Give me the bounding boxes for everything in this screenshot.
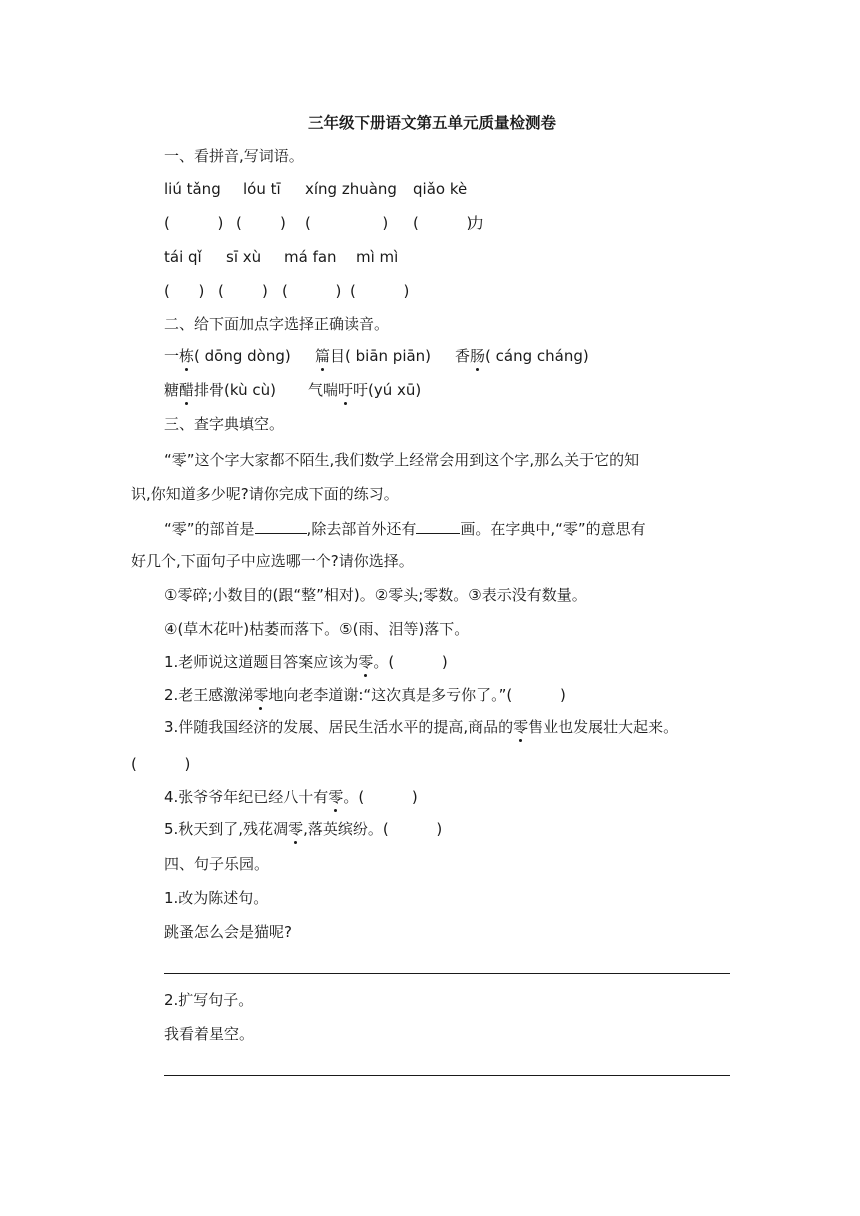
question-label: 2.扩写句子。 xyxy=(164,991,254,1009)
dotted-char: 篇 xyxy=(315,347,331,365)
section1-heading: 一、看拼音,写词语。 xyxy=(164,147,304,165)
dotted-char: 醋 xyxy=(179,381,195,399)
pinyin-2: lóu tī xyxy=(243,180,281,198)
reading-item: 香肠( cáng cháng) xyxy=(455,347,589,365)
question-item: 5.秋天到了,残花凋零,落英缤纷。( ) xyxy=(164,820,443,838)
section2-heading: 二、给下面加点字选择正确读音。 xyxy=(164,315,390,333)
answer-bracket[interactable]: ( ) xyxy=(131,755,191,773)
question-sentence: 我看着星空。 xyxy=(164,1025,255,1043)
answer-line[interactable] xyxy=(164,1075,730,1076)
dotted-char: 栋 xyxy=(179,347,195,365)
paragraph: 识,你知道多少呢?请你完成下面的练习。 xyxy=(131,485,399,503)
section4-heading: 四、句子乐园。 xyxy=(164,855,270,873)
reading-item: 气喘吁吁(yú xū) xyxy=(308,381,422,399)
page-title: 三年级下册语文第五单元质量检测卷 xyxy=(308,114,557,132)
answer-bracket[interactable]: ( ) xyxy=(413,214,473,232)
question-item: 3.伴随我国经济的发展、居民生活水平的提高,商品的零售业也发展壮大起来。 xyxy=(164,718,679,736)
dotted-char: 零 xyxy=(513,718,529,736)
dotted-char: 零 xyxy=(288,820,304,838)
answer-bracket[interactable]: ( ) xyxy=(218,282,268,300)
paragraph: “零”这个字大家都不陌生,我们数学上经常会用到这个字,那么关于它的知 xyxy=(164,451,640,469)
pinyin-8: mì mì xyxy=(356,248,399,266)
dotted-char: 零 xyxy=(253,686,269,704)
question-item: 4.张爷爷年纪已经八十有零。( ) xyxy=(164,788,418,806)
pinyin-3: xíng zhuàng xyxy=(305,180,397,198)
paragraph: 好几个,下面句子中应选哪一个?请你选择。 xyxy=(131,552,414,570)
dotted-char: 吁 xyxy=(338,381,354,399)
pinyin-5: tái qǐ xyxy=(164,248,202,266)
answer-bracket[interactable]: ( ) xyxy=(282,282,342,300)
answer-bracket[interactable]: ( ) xyxy=(164,282,205,300)
pinyin-1: liú tǎng xyxy=(164,180,221,198)
fill-blank-radical[interactable] xyxy=(255,517,307,534)
answer-bracket[interactable]: ( ) xyxy=(305,214,389,232)
dotted-char: 肠 xyxy=(470,347,486,365)
pinyin-4: qiǎo kè xyxy=(413,180,468,198)
dotted-char: 零 xyxy=(358,653,374,671)
answer-line[interactable] xyxy=(164,973,730,974)
meanings-list: ④(草木花叶)枯萎而落下。⑤(雨、泪等)落下。 xyxy=(164,620,470,638)
section3-heading: 三、查字典填空。 xyxy=(164,415,285,433)
bracket-suffix: 力 xyxy=(469,214,485,232)
pinyin-7: má fan xyxy=(284,248,337,266)
reading-item: 一栋( dōng dòng) xyxy=(164,347,291,365)
reading-item: 篇目( biān piān) xyxy=(315,347,432,365)
answer-bracket[interactable]: ( ) xyxy=(164,214,224,232)
paragraph: “零”的部首是 ,除去部首外还有 画。在字典中,“零”的意思有 xyxy=(164,517,646,540)
meanings-list: ①零碎;小数目的(跟“整”相对)。②零头;零数。③表示没有数量。 xyxy=(164,586,587,604)
question-label: 1.改为陈述句。 xyxy=(164,889,269,907)
question-item: 1.老师说这道题目答案应该为零。( ) xyxy=(164,653,448,671)
answer-bracket[interactable]: ( ) xyxy=(236,214,286,232)
question-sentence: 跳蚤怎么会是猫呢? xyxy=(164,923,292,941)
dotted-char: 零 xyxy=(328,788,344,806)
reading-item: 糖醋排骨(kù cù) xyxy=(164,381,276,399)
question-item: 2.老王感激涕零地向老李道谢:“这次真是多亏你了。”( ) xyxy=(164,686,566,704)
answer-bracket[interactable]: ( ) xyxy=(350,282,410,300)
pinyin-6: sī xù xyxy=(226,248,262,266)
fill-blank-strokes[interactable] xyxy=(416,517,460,534)
